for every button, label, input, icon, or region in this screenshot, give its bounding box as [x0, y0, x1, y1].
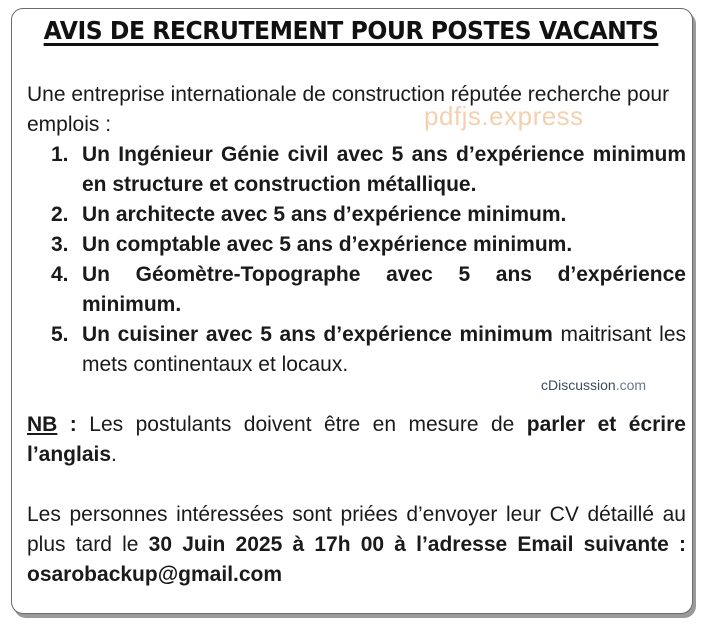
cdiscussion-tld: .com — [615, 377, 647, 393]
contact-text: Les personnes intéressées sont priées d’envoyer leur CV détaillé au plus tard le — [27, 503, 686, 556]
job-number: 2. — [51, 203, 69, 226]
job-number: 4. — [51, 263, 69, 286]
job-number: 5. — [51, 323, 69, 346]
contact-paragraph — [27, 500, 686, 590]
job-number: 3. — [51, 233, 69, 256]
nb-label: NB — [27, 413, 58, 436]
job-title: Un comptable avec 5 ans d’expérience minimum. — [82, 233, 573, 256]
job-title: Un architecte avec 5 ans d’expérience minimum. — [82, 203, 567, 226]
pdfjs-watermark: pdfjs.express — [424, 101, 584, 131]
job-item — [27, 230, 686, 260]
nb-end: . — [111, 443, 117, 466]
job-detail: maitrisant les mets continentaux et locaux. — [82, 323, 686, 376]
job-item — [27, 320, 686, 380]
job-title: Un cuisiner avec 5 ans d’expérience minimum — [82, 323, 553, 346]
nb-paragraph — [27, 410, 686, 470]
nb-emphasis: parler et écrire l’anglais — [27, 413, 686, 466]
job-item — [27, 140, 686, 200]
contact-deadline-email: 30 Juin 2025 à 17h 00 à l’adresse Email suivante : osarobackup@gmail.com — [27, 533, 686, 586]
job-title: Un Ingénieur Génie civil avec 5 ans d’expérience minimum en structure et construction métallique. — [82, 143, 686, 196]
intro-text: Une entreprise internationale de construction réputée recherche pour emplois : — [27, 83, 670, 136]
job-title: Un Géomètre-Topographe avec 5 ans d’expérience minimum. — [82, 263, 686, 316]
notice-title: AVIS DE RECRUTEMENT POUR POSTES VACANTS — [43, 16, 659, 45]
job-list — [27, 140, 686, 380]
job-number: 1. — [51, 143, 69, 166]
cdiscussion-name: cDiscussion — [541, 377, 616, 393]
notice-body — [27, 80, 686, 590]
job-item — [27, 260, 686, 320]
job-item — [27, 200, 686, 230]
nb-colon: : — [57, 413, 90, 436]
nb-text: Les postulants doivent être en mesure de — [89, 413, 527, 436]
